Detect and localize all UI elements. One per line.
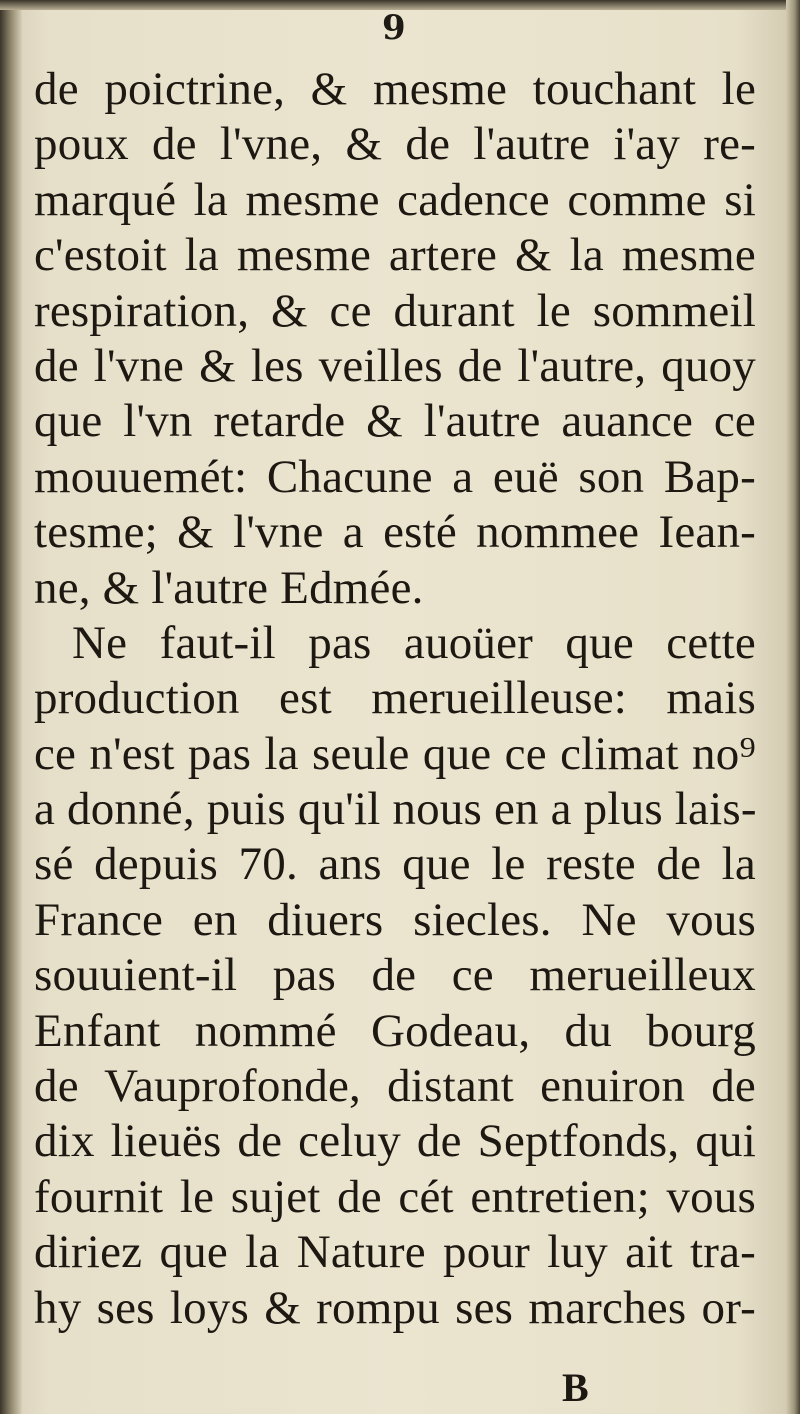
text-line: dix lieuës de celuy de Septfonds, qui xyxy=(34,1115,756,1168)
page-number: 9 xyxy=(382,8,406,48)
text-line: de l'vne & les veilles de l'autre, quoy xyxy=(34,339,756,392)
text-line: tesme; & l'vne a esté nommee Iean- xyxy=(34,506,756,559)
text-line: marqué la mesme cadence comme si xyxy=(34,173,756,226)
signature-mark: B xyxy=(562,1365,589,1410)
text-line: ne, & l'autre Edmée. xyxy=(34,561,424,614)
body-text xyxy=(34,62,756,1336)
text-line: France en diuers siecles. Ne vous xyxy=(34,893,756,946)
paragraph-start-line: Ne faut-il pas auoüer que cette xyxy=(72,616,756,669)
text-line: hy ses loys & rompu ses marches or- xyxy=(34,1281,756,1334)
text-line: sé depuis 70. ans que le reste de la xyxy=(34,838,756,891)
text-line: diriez que la Nature pour luy ait tra- xyxy=(34,1226,756,1279)
text-line: mouuemét: Chacune a euë son Bap- xyxy=(34,450,756,503)
text-line: de Vauprofonde, distant enuiron de xyxy=(34,1060,756,1113)
binding-edge xyxy=(0,0,22,1414)
page-edge xyxy=(786,0,800,1414)
text-line: de poictrine, & mesme touchant le xyxy=(34,63,756,115)
text-line: souuient-il pas de ce merueilleux xyxy=(34,949,756,1002)
text-line: fournit le sujet de cét entretien; vous xyxy=(34,1170,756,1223)
text-line: a donné, puis qu'il nous en a plus lais- xyxy=(34,783,757,836)
text-line: poux de l'vne, & de l'autre i'ay re- xyxy=(34,118,756,171)
text-line: que l'vn retarde & l'autre auance ce xyxy=(34,395,756,448)
text-line: respiration, & ce durant le sommeil xyxy=(34,284,756,337)
text-line: ce n'est pas la seule que ce climat no⁹ xyxy=(34,727,756,780)
text-line: Enfant nommé Godeau, du bourg xyxy=(34,1004,756,1057)
text-line: c'estoit la mesme artere & la mesme xyxy=(34,229,756,282)
text-line: production est merueilleuse: mais xyxy=(34,672,756,725)
